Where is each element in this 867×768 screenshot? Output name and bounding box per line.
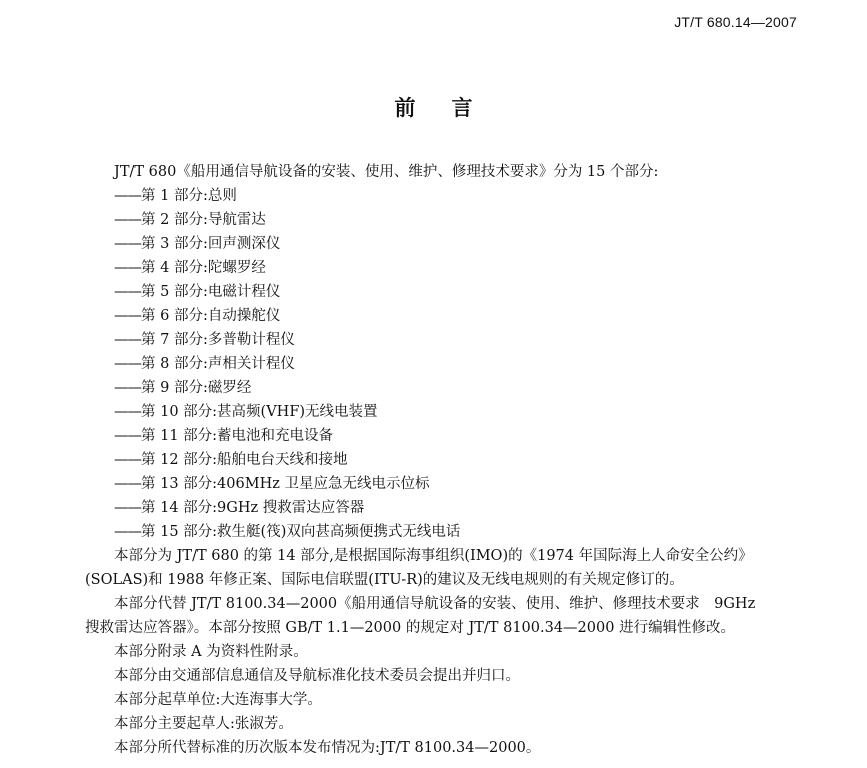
part-item — [85, 472, 805, 496]
paragraph-2-line-1: 本部分代替 JT/T 8100.34—2000《船用通信导航设备的安装、使用、维护、修理技术要求 9GHz — [114, 596, 756, 612]
part-dash: —— — [114, 188, 141, 204]
paragraph-5: 本部分起草单位:大连海事大学。 — [114, 692, 322, 708]
part-label: 第 3 部分:回声测深仪 — [141, 236, 281, 252]
part-dash: —— — [114, 500, 141, 516]
intro-line: JT/T 680《船用通信导航设备的安装、使用、维护、修理技术要求》分为 15 个部分: — [114, 164, 659, 180]
part-dash: —— — [114, 284, 141, 300]
part-item — [85, 304, 805, 328]
paragraph-2-line-2: 搜救雷达应答器》。本部分按照 GB/T 1.1—2000 的规定对 JT/T 8100.34—2000 进行编辑性修改。 — [85, 620, 736, 636]
part-dash: —— — [114, 356, 141, 372]
title-char-1: 前 — [394, 96, 416, 120]
paragraph-4: 本部分由交通部信息通信及导航标准化技术委员会提出并归口。 — [114, 668, 520, 684]
paragraph-6: 本部分主要起草人:张淑芳。 — [114, 716, 293, 732]
part-item — [85, 328, 805, 352]
part-label: 第 8 部分:声相关计程仪 — [141, 356, 295, 372]
part-label: 第 1 部分:总则 — [141, 188, 237, 204]
part-item — [85, 208, 805, 232]
part-label: 第 12 部分:船舶电台天线和接地 — [141, 452, 348, 468]
part-dash: —— — [114, 308, 141, 324]
part-label: 第 6 部分:自动操舵仪 — [141, 308, 281, 324]
part-item — [85, 496, 805, 520]
parts-list — [85, 184, 805, 544]
standard-code: JT/T 680.14—2007 — [674, 14, 797, 30]
part-item — [85, 400, 805, 424]
foreword-body — [85, 160, 805, 760]
part-item — [85, 424, 805, 448]
part-item — [85, 280, 805, 304]
paragraph-1-line-1: 本部分为 JT/T 680 的第 14 部分,是根据国际海事组织(IMO)的《1974 年国际海上人命安全公约》 — [114, 548, 753, 564]
part-item — [85, 352, 805, 376]
part-label: 第 13 部分:406MHz 卫星应急无线电示位标 — [141, 476, 430, 492]
part-item — [85, 256, 805, 280]
part-dash: —— — [114, 524, 141, 540]
part-item — [85, 232, 805, 256]
part-label: 第 7 部分:多普勒计程仪 — [141, 332, 295, 348]
part-dash: —— — [114, 452, 141, 468]
part-dash: —— — [114, 332, 141, 348]
part-dash: —— — [114, 260, 141, 276]
part-label: 第 9 部分:磁罗经 — [141, 380, 252, 396]
paragraph-1-line-2: (SOLAS)和 1988 年修正案、国际电信联盟(ITU-R)的建议及无线电规则的有关规定修订的。 — [85, 572, 684, 588]
part-dash: —— — [114, 380, 141, 396]
part-dash: —— — [114, 476, 141, 492]
page-title — [0, 92, 867, 122]
title-char-2: 言 — [451, 96, 473, 120]
paragraph-3: 本部分附录 A 为资料性附录。 — [114, 644, 308, 660]
part-dash: —— — [114, 428, 141, 444]
part-label: 第 10 部分:甚高频(VHF)无线电装置 — [141, 404, 378, 420]
part-label: 第 15 部分:救生艇(筏)双向甚高频便携式无线电话 — [141, 524, 461, 540]
part-item — [85, 376, 805, 400]
part-dash: —— — [114, 212, 141, 228]
part-label: 第 14 部分:9GHz 搜救雷达应答器 — [141, 500, 365, 516]
part-item — [85, 184, 805, 208]
part-label: 第 4 部分:陀螺罗经 — [141, 260, 266, 276]
part-label: 第 5 部分:电磁计程仪 — [141, 284, 281, 300]
part-dash: —— — [114, 236, 141, 252]
part-item — [85, 520, 805, 544]
part-item — [85, 448, 805, 472]
paragraph-7: 本部分所代替标准的历次版本发布情况为:JT/T 8100.34—2000。 — [114, 740, 541, 756]
part-label: 第 2 部分:导航雷达 — [141, 212, 266, 228]
part-dash: —— — [114, 404, 141, 420]
part-label: 第 11 部分:蓄电池和充电设备 — [141, 428, 334, 444]
